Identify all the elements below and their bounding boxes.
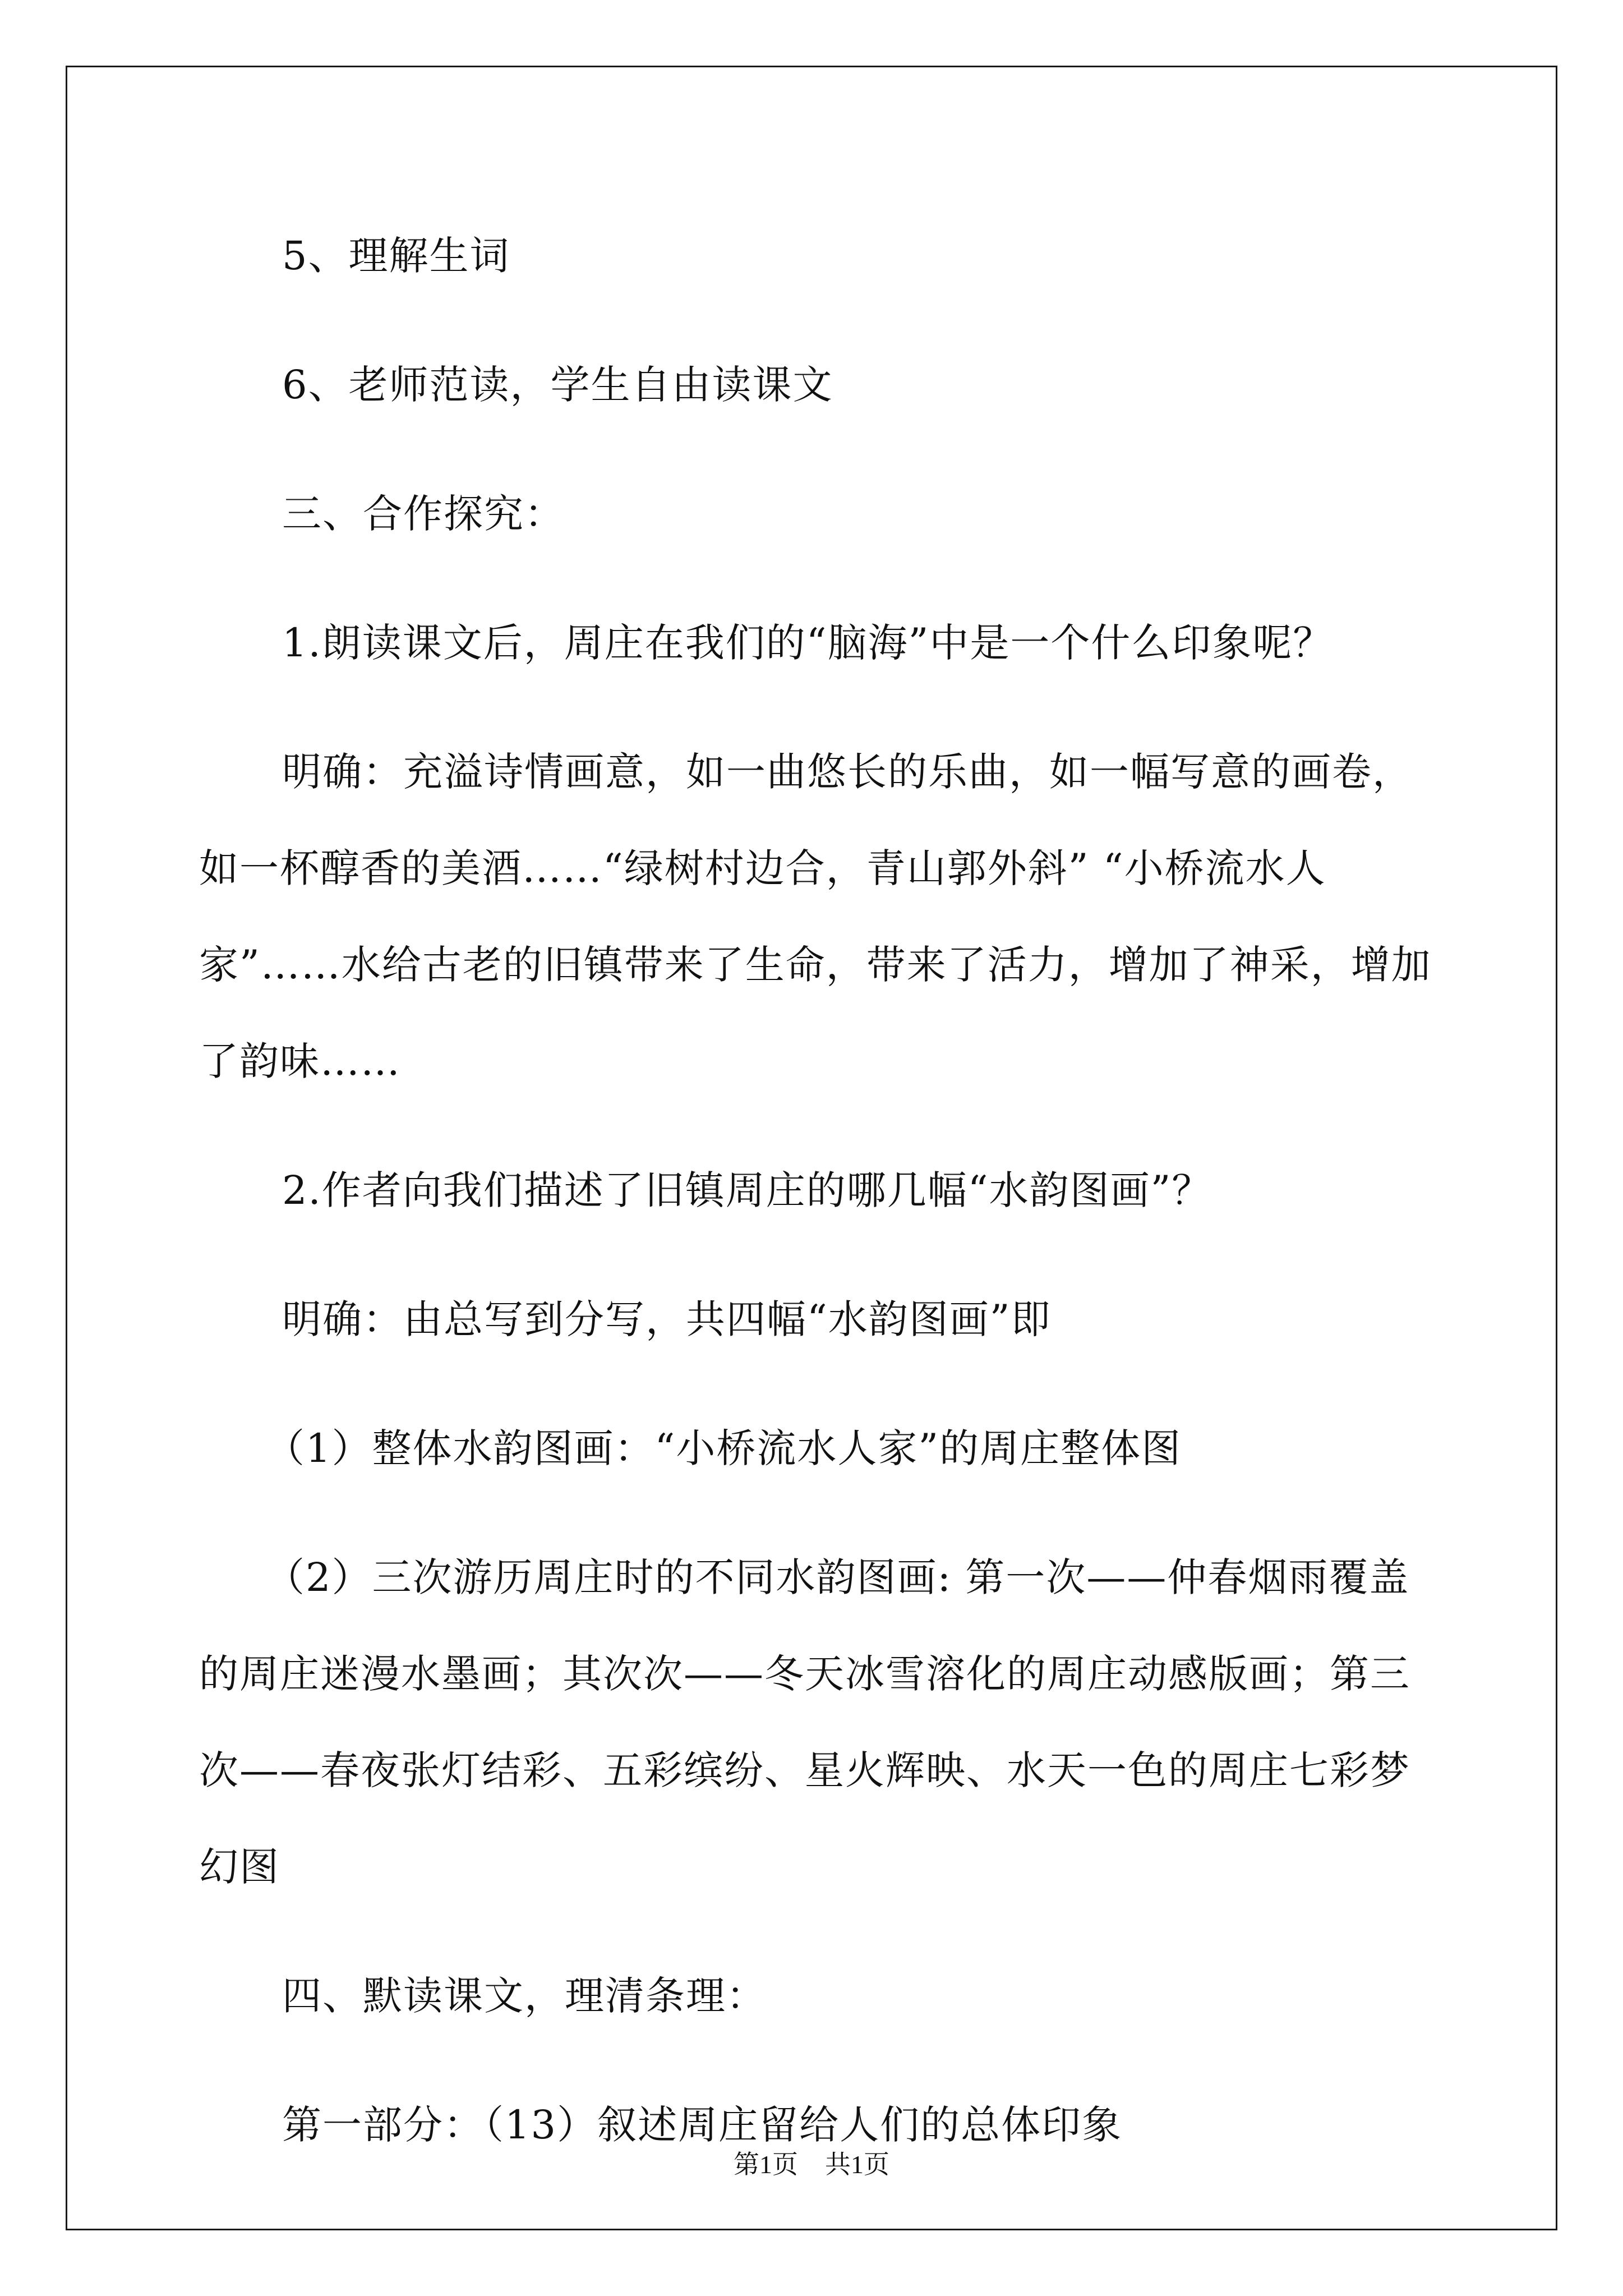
page-number: 第1页: [734, 2150, 798, 2179]
page-total: 共1页: [825, 2150, 889, 2179]
part-1-summary: 第一部分：（13）叙述周庄留给人们的总体印象: [282, 2102, 1123, 2148]
answer-2-item-2: （2）三次游历周庄时的不同水韵图画: 第一次——仲春烟雨覆盖的周庄迷漫水墨画；其次次——冬天冰雪溶化的周庄动感版画；第三次——春夜张灯结彩、五彩缤纷、星火辉映、水天一色的周庄七彩梦幻图: [199, 1554, 1410, 1890]
answer-2-intro: 明确：由总写到分写，共四幅“水韵图画”即: [282, 1296, 1052, 1342]
document-body: [199, 208, 1433, 2206]
question-2: 2.作者向我们描述了旧镇周庄的哪几幅“水韵图画”？: [282, 1167, 1212, 1213]
paragraph-step-6: 6、老师范读，学生自由读课文: [282, 362, 833, 408]
paragraph-step-5: 5、理解生词: [282, 233, 510, 279]
answer-1: 明确：充溢诗情画意，如一曲悠长的乐曲，如一幅写意的画卷，如一杯醇香的美酒……“绿树村边合，青山郭外斜” “小桥流水人家”……水给古老的旧镇带来了生命，带来了活力，增加了神采，增加了韵味……: [199, 749, 1432, 1084]
page-footer: [0, 2144, 1623, 2181]
answer-2-item-1: （1）整体水韵图画：“小桥流水人家”的周庄整体图: [265, 1425, 1182, 1471]
section-heading-silent-reading: 四、默读课文，理清条理：: [282, 1973, 767, 2019]
question-1: 1.朗读课文后，周庄在我们的“脑海”中是一个什么印象呢？: [282, 620, 1334, 666]
section-heading-cooperative-inquiry: 三、合作探究：: [282, 491, 565, 537]
